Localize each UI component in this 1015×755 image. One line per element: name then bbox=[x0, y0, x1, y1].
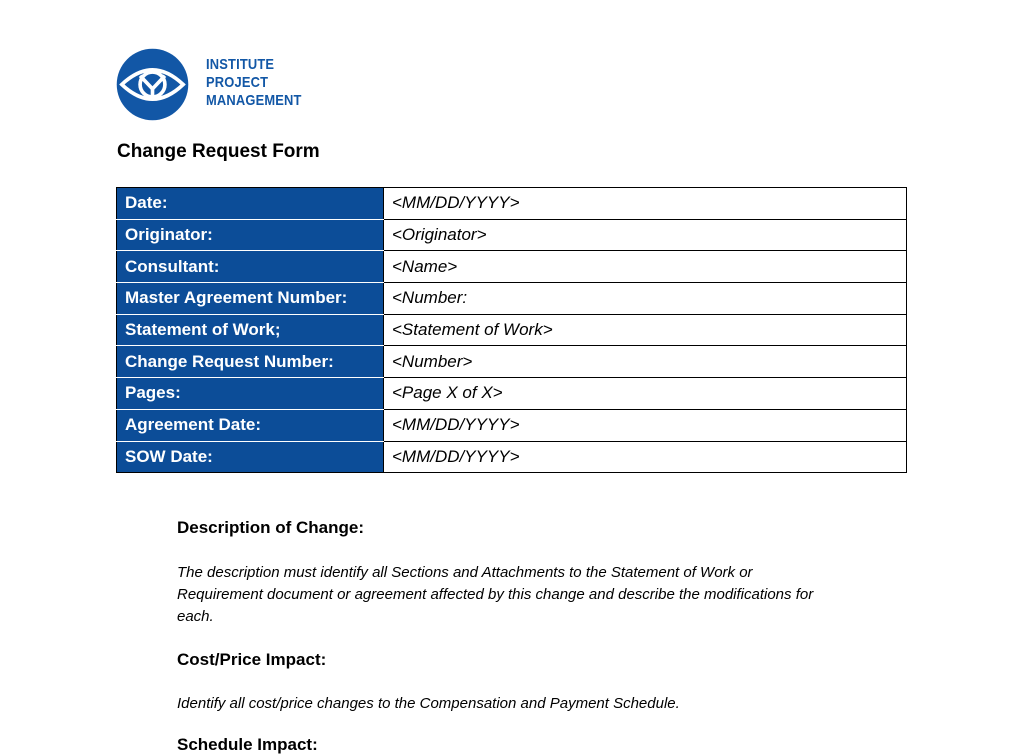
row-label-agreement-date: Agreement Date: bbox=[117, 409, 384, 441]
change-request-info-table bbox=[116, 187, 907, 473]
institute-logo bbox=[116, 46, 316, 122]
table-row bbox=[117, 251, 907, 283]
logo-line-2: PROJECT bbox=[206, 74, 269, 91]
row-value-statement-of-work[interactable]: <Statement of Work> bbox=[384, 314, 907, 346]
row-label-statement-of-work: Statement of Work; bbox=[117, 314, 384, 346]
table-row bbox=[117, 409, 907, 441]
table-row bbox=[117, 219, 907, 251]
table-row bbox=[117, 441, 907, 473]
row-value-pages[interactable]: <Page X of X> bbox=[384, 378, 907, 410]
table-row bbox=[117, 314, 907, 346]
description-section bbox=[177, 518, 917, 538]
description-line-3: each. bbox=[177, 608, 214, 625]
table-row bbox=[117, 283, 907, 315]
description-heading: Description of Change: bbox=[177, 518, 365, 537]
cost-section bbox=[177, 650, 917, 670]
row-value-change-request-number[interactable]: <Number> bbox=[384, 346, 907, 378]
row-value-sow-date[interactable]: <MM/DD/YYYY> bbox=[384, 441, 907, 473]
schedule-section bbox=[177, 735, 917, 755]
schedule-heading: Schedule Impact: bbox=[177, 735, 318, 754]
logo-wordmark bbox=[206, 56, 302, 110]
row-value-master-agreement-number[interactable]: <Number: bbox=[384, 283, 907, 315]
table-row bbox=[117, 378, 907, 410]
description-line-1: The description must identify all Sections and Attachments to the Statement of Work or bbox=[177, 564, 753, 581]
row-value-consultant[interactable]: <Name> bbox=[384, 251, 907, 283]
row-value-date[interactable]: <MM/DD/YYYY> bbox=[384, 188, 907, 220]
eye-logo-icon bbox=[116, 48, 189, 121]
description-line-2: Requirement document or agreement affected by this change and describe the modifications for bbox=[177, 586, 814, 603]
row-label-sow-date: SOW Date: bbox=[117, 441, 384, 473]
logo-line-1: INSTITUTE bbox=[206, 56, 275, 73]
row-label-master-agreement-number: Master Agreement Number: bbox=[117, 283, 384, 315]
table-row bbox=[117, 346, 907, 378]
table-row bbox=[117, 188, 907, 220]
cost-heading: Cost/Price Impact: bbox=[177, 650, 327, 669]
logo-line-3: MANAGEMENT bbox=[206, 92, 302, 109]
description-body bbox=[177, 562, 917, 628]
row-label-pages: Pages: bbox=[117, 378, 384, 410]
row-label-date: Date: bbox=[117, 188, 384, 220]
form-title: Change Request Form bbox=[117, 141, 320, 162]
cost-body: Identify all cost/price changes to the Compensation and Payment Schedule. bbox=[177, 695, 680, 712]
row-label-consultant: Consultant: bbox=[117, 251, 384, 283]
row-value-agreement-date[interactable]: <MM/DD/YYYY> bbox=[384, 409, 907, 441]
row-value-originator[interactable]: <Originator> bbox=[384, 219, 907, 251]
row-label-change-request-number: Change Request Number: bbox=[117, 346, 384, 378]
row-label-originator: Originator: bbox=[117, 219, 384, 251]
